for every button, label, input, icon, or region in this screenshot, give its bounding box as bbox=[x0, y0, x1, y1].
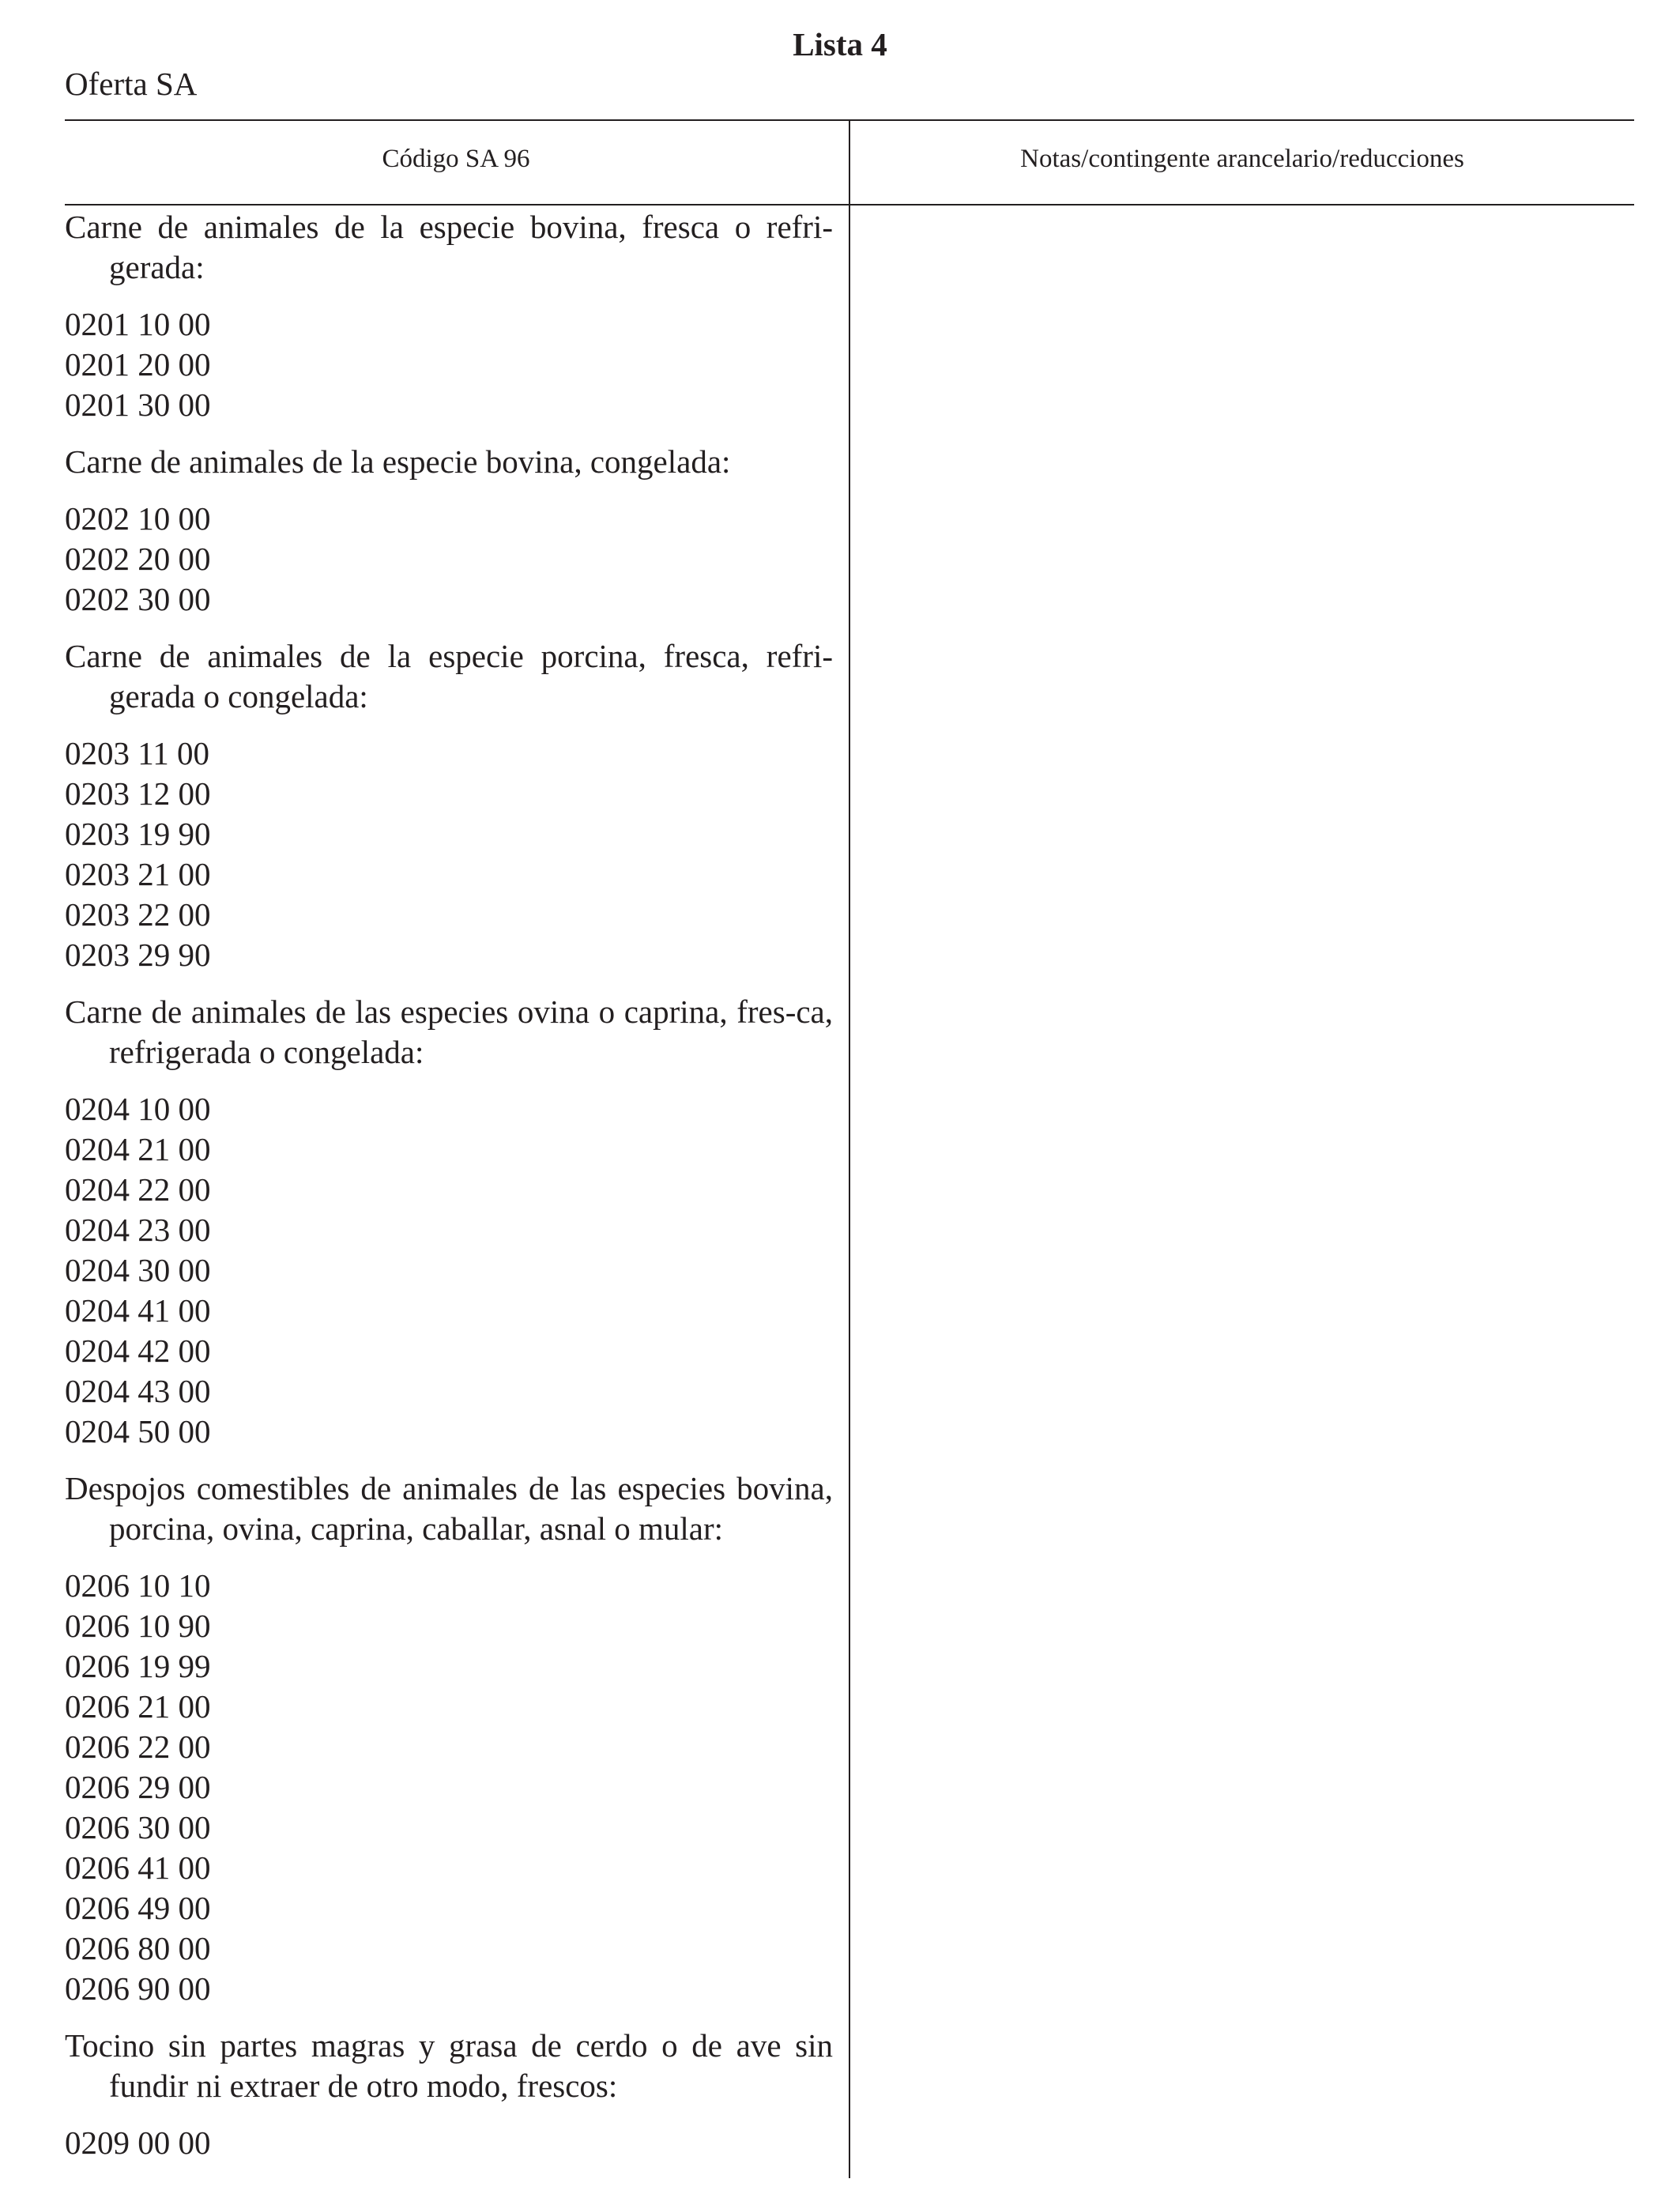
list-item: 0203 19 90 bbox=[65, 816, 211, 852]
list-item: 0204 43 00 bbox=[65, 1373, 211, 1409]
list-item: 0206 30 00 bbox=[65, 1809, 211, 1845]
code-list bbox=[65, 733, 833, 975]
list-item: 0203 11 00 bbox=[65, 735, 209, 771]
table-section bbox=[65, 992, 833, 1452]
list-item: 0206 19 99 bbox=[65, 1648, 211, 1684]
list-item: 0203 21 00 bbox=[65, 856, 211, 892]
page-subtitle: Oferta SA bbox=[65, 66, 198, 102]
list-item: 0206 49 00 bbox=[65, 1890, 211, 1926]
list-item: 0206 80 00 bbox=[65, 1930, 211, 1966]
list-item: 0206 22 00 bbox=[65, 1728, 211, 1765]
list-item: 0206 29 00 bbox=[65, 1769, 211, 1805]
list-item: 0204 30 00 bbox=[65, 1252, 211, 1288]
list-item: 0206 10 10 bbox=[65, 1567, 211, 1604]
column-header-code: Código SA 96 bbox=[382, 145, 530, 173]
list-item: 0206 21 00 bbox=[65, 1688, 211, 1725]
list-item: 0203 22 00 bbox=[65, 896, 211, 933]
table-section bbox=[65, 1468, 833, 2009]
section-title: Tocino sin partes magras y grasa de cerdo o de ave sin fundir ni extraer de otro modo, frescos: bbox=[65, 2027, 833, 2104]
list-item: 0201 10 00 bbox=[65, 306, 211, 342]
list-item: 0201 20 00 bbox=[65, 346, 211, 383]
table-section bbox=[65, 2026, 833, 2163]
page-title: Lista 4 bbox=[793, 26, 887, 62]
list-item: 0204 10 00 bbox=[65, 1091, 211, 1127]
code-list bbox=[65, 1089, 833, 1452]
table-section bbox=[65, 636, 833, 975]
list-item: 0202 20 00 bbox=[65, 541, 211, 577]
list-item: 0204 50 00 bbox=[65, 1413, 211, 1449]
code-list bbox=[65, 499, 833, 620]
list-item: 0206 41 00 bbox=[65, 1849, 211, 1886]
list-item: 0206 90 00 bbox=[65, 1970, 211, 2007]
section-title: Carne de animales de las especies ovina o caprina, fres-ca, refrigerada o congelada: bbox=[65, 993, 833, 1070]
table-column-divider bbox=[849, 121, 850, 2178]
table-section bbox=[65, 207, 833, 425]
code-column bbox=[65, 207, 833, 2180]
list-item: 0204 41 00 bbox=[65, 1292, 211, 1329]
list-item: 0206 10 90 bbox=[65, 1608, 211, 1644]
list-item: 0209 00 00 bbox=[65, 2124, 211, 2161]
list-item: 0204 21 00 bbox=[65, 1131, 211, 1167]
list-item: 0204 22 00 bbox=[65, 1171, 211, 1208]
code-list bbox=[65, 304, 833, 425]
list-item: 0202 30 00 bbox=[65, 581, 211, 617]
list-item: 0204 23 00 bbox=[65, 1212, 211, 1248]
list-item: 0202 10 00 bbox=[65, 500, 211, 537]
section-title: Despojos comestibles de animales de las especies bovina, porcina, ovina, caprina, caballar, asnal o mular: bbox=[65, 1470, 833, 1547]
column-header-notes: Notas/contingente arancelario/reducciones bbox=[1020, 145, 1464, 173]
code-list bbox=[65, 2123, 833, 2163]
section-title: Carne de animales de la especie porcina, fresca, refri-gerada o congelada: bbox=[65, 638, 833, 714]
section-title: Carne de animales de la especie bovina, fresca o refri-gerada: bbox=[65, 209, 833, 285]
table-section bbox=[65, 442, 833, 620]
list-item: 0201 30 00 bbox=[65, 386, 211, 423]
list-item: 0203 29 90 bbox=[65, 937, 211, 973]
code-list bbox=[65, 1566, 833, 2009]
list-item: 0204 42 00 bbox=[65, 1333, 211, 1369]
section-title: Carne de animales de la especie bovina, congelada: bbox=[65, 443, 731, 480]
list-item: 0203 12 00 bbox=[65, 775, 211, 812]
